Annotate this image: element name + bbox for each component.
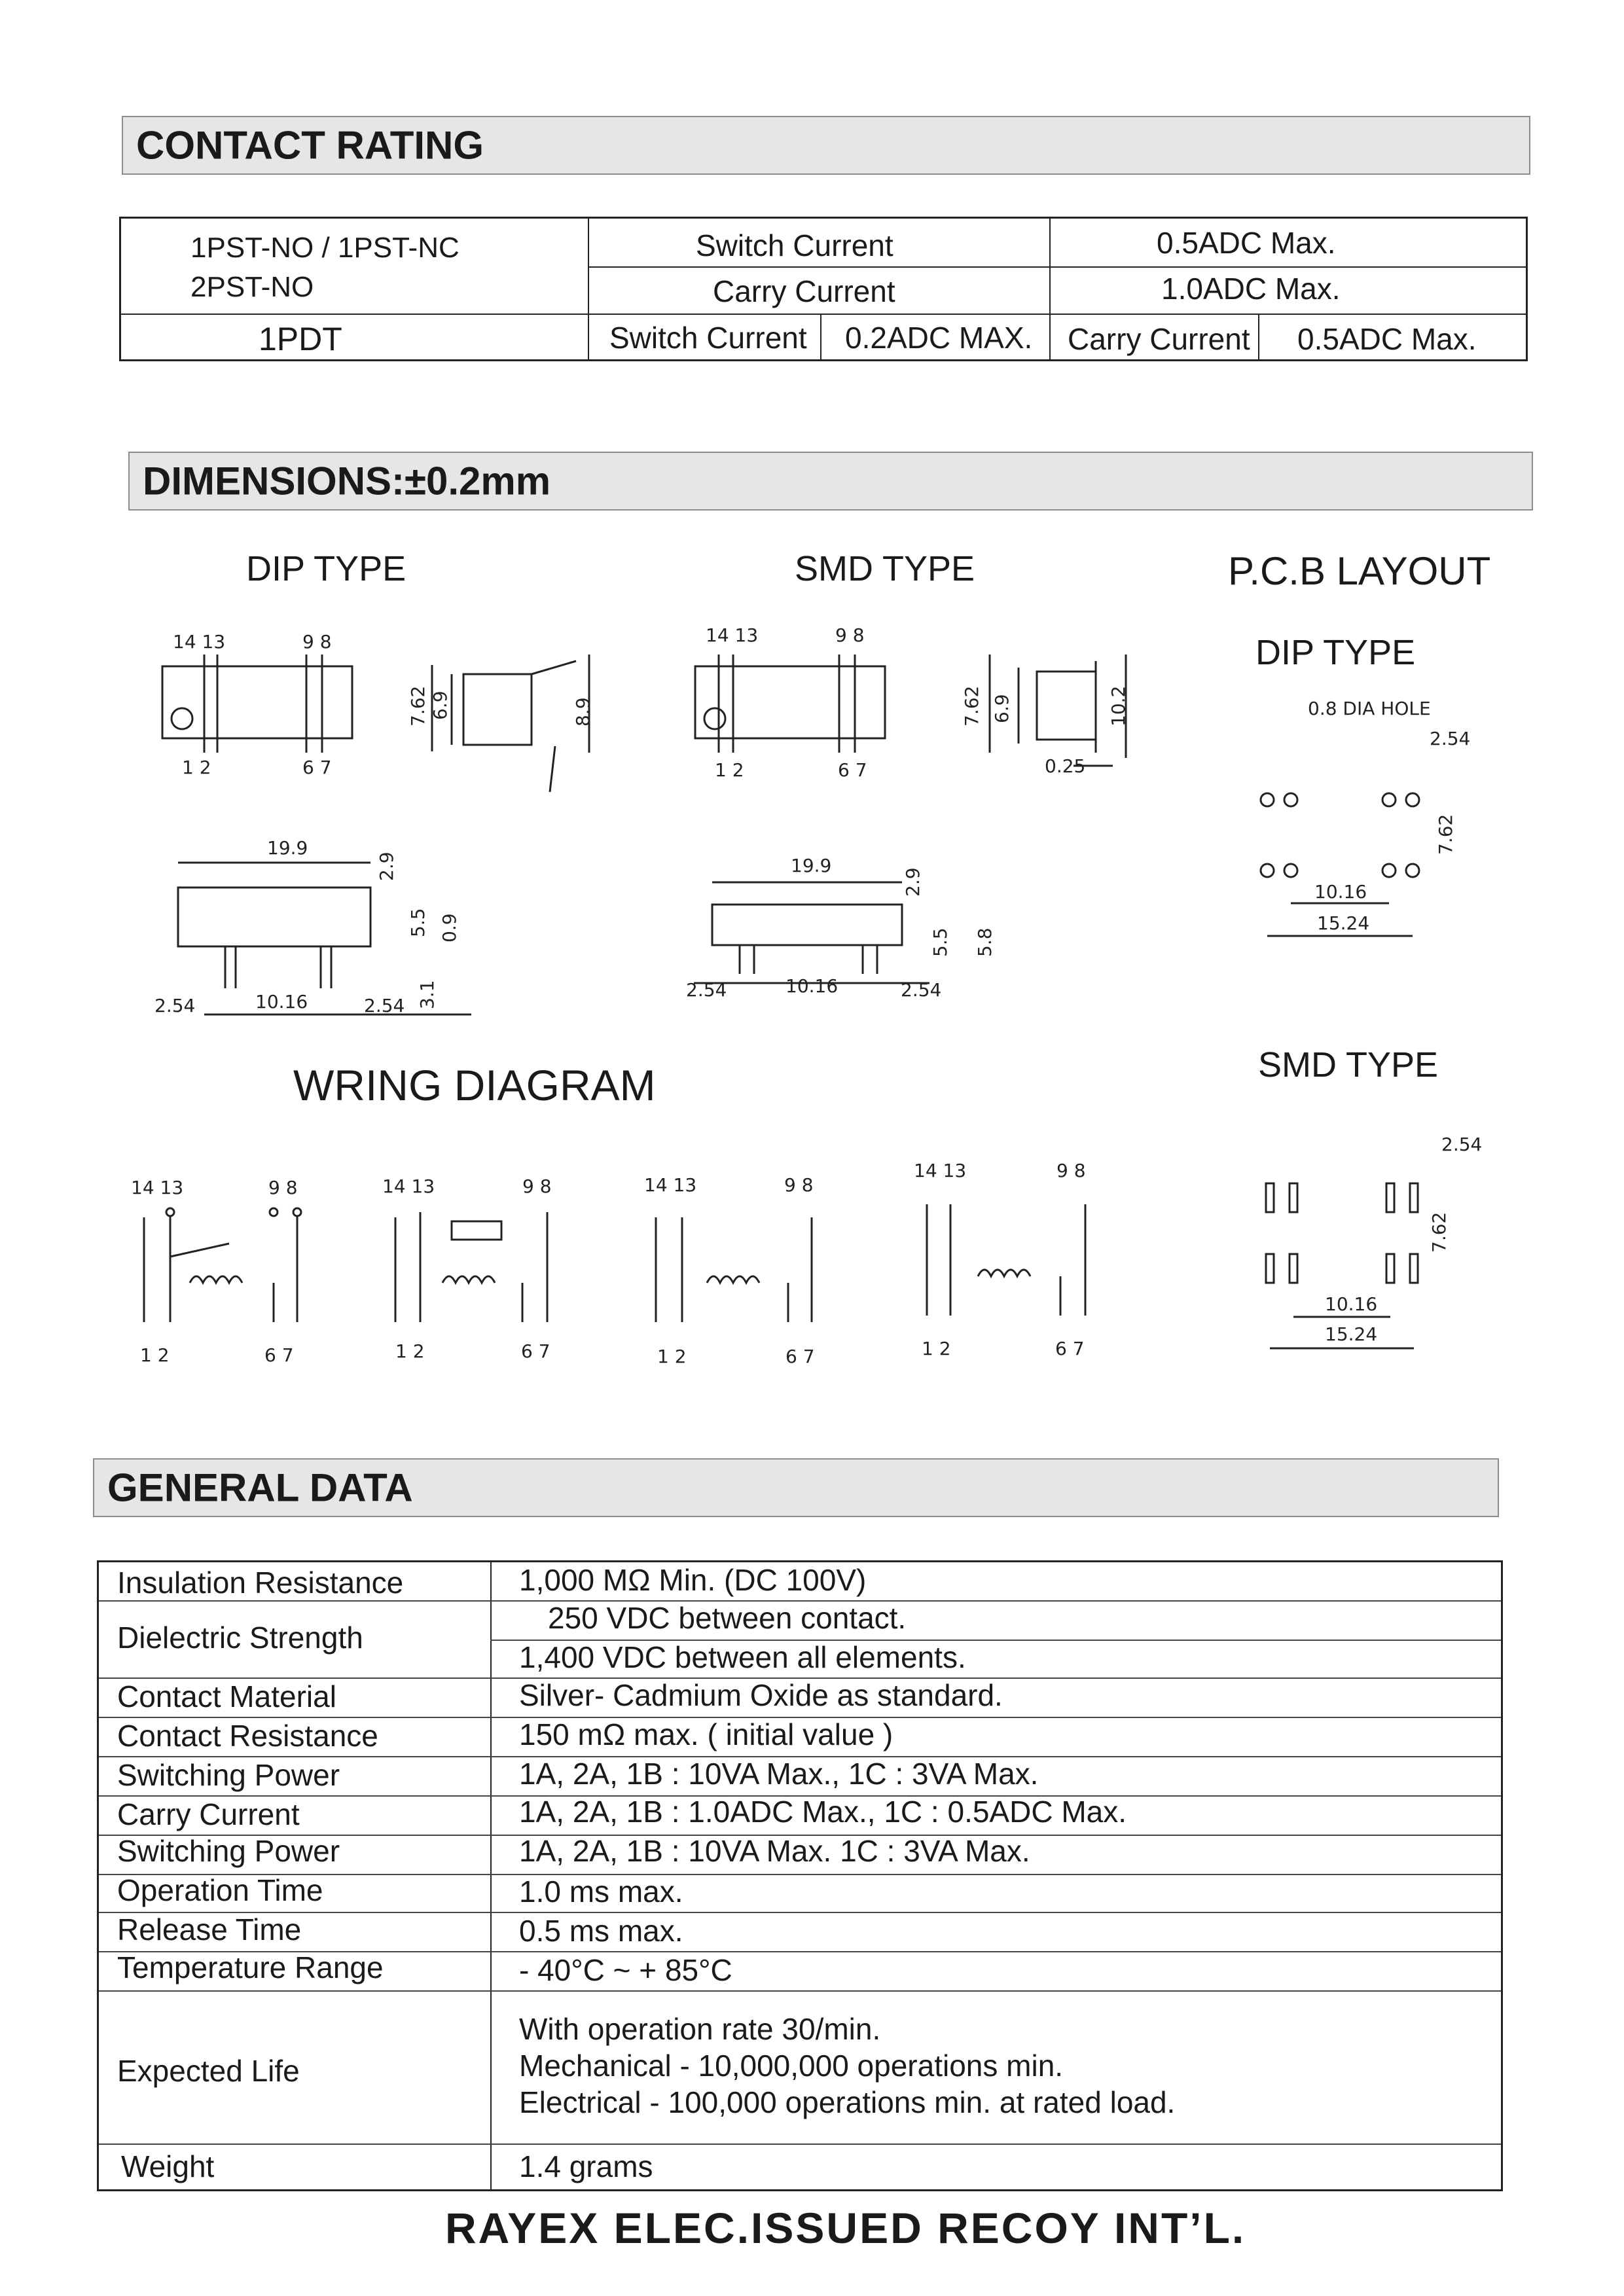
smd-top-view: [695, 624, 885, 781]
svg-text:9 8: 9 8: [268, 1177, 298, 1198]
svg-text:2.54: 2.54: [901, 979, 942, 1001]
row-label: Switching Power: [117, 1834, 340, 1868]
wiring-diagram-1: [131, 1177, 301, 1366]
row-label: Switching Power: [117, 1758, 340, 1792]
type-2pst: 2PST-NO: [190, 271, 314, 303]
type-1pst: 1PST-NO / 1PST-NC: [190, 232, 460, 264]
svg-text:1 2: 1 2: [140, 1344, 170, 1366]
row-label: Carry Current: [117, 1797, 300, 1831]
svg-text:5.5: 5.5: [929, 927, 951, 957]
wiring-diagram-4: [914, 1160, 1086, 1359]
row-value: Mechanical - 10,000,000 operations min.: [519, 2049, 1064, 2083]
switch-current-value: 0.5ADC Max.: [1157, 226, 1336, 260]
row-label: Expected Life: [117, 2054, 300, 2088]
row-value: With operation rate 30/min.: [519, 2012, 881, 2046]
svg-text:6 7: 6 7: [838, 759, 867, 781]
svg-text:14 13: 14 13: [706, 624, 759, 646]
svg-text:5.8: 5.8: [974, 927, 996, 957]
pdt-carry-value: 0.5ADC Max.: [1297, 322, 1477, 356]
row-value: 150 mΩ max. ( initial value ): [519, 1717, 893, 1751]
row-label: Temperature Range: [117, 1950, 384, 1984]
svg-text:9 8: 9 8: [835, 624, 865, 646]
svg-text:14 13: 14 13: [644, 1174, 697, 1196]
svg-text:1 2: 1 2: [657, 1346, 687, 1367]
svg-text:10.16: 10.16: [1325, 1293, 1378, 1315]
svg-text:1 2: 1 2: [395, 1340, 425, 1362]
svg-text:10.16: 10.16: [255, 991, 308, 1013]
row-value: 1A, 2A, 1B : 1.0ADC Max., 1C : 0.5ADC Max.: [519, 1795, 1127, 1829]
pcb-smd-layout: [1266, 1134, 1482, 1348]
svg-text:9 8: 9 8: [522, 1175, 552, 1197]
row-value: 1A, 2A, 1B : 10VA Max. 1C : 3VA Max.: [519, 1834, 1030, 1868]
general-data-header: [93, 1458, 1499, 1517]
svg-text:19.9: 19.9: [791, 855, 832, 876]
row-value: Silver- Cadmium Oxide as standard.: [519, 1678, 1003, 1712]
wiring-diagram-3: [644, 1174, 815, 1367]
row-label: Operation Time: [117, 1873, 323, 1907]
svg-text:2.54: 2.54: [1430, 728, 1471, 749]
row-label: Weight: [121, 2149, 215, 2183]
carry-current-value: 1.0ADC Max.: [1161, 272, 1341, 306]
svg-text:14 13: 14 13: [382, 1175, 435, 1197]
row-value: Electrical - 100,000 operations min. at rated load.: [519, 2085, 1176, 2119]
svg-text:1 2: 1 2: [922, 1338, 951, 1359]
svg-text:7.62: 7.62: [1435, 814, 1456, 855]
footer-company: RAYEX ELEC.ISSUED RECOY INT’L.: [445, 2204, 1246, 2252]
row-value: 1.4 grams: [519, 2149, 653, 2183]
smd-front-view: [686, 855, 996, 1001]
svg-text:14 13: 14 13: [173, 631, 226, 653]
svg-text:9 8: 9 8: [1056, 1160, 1086, 1181]
svg-text:6 7: 6 7: [1055, 1338, 1085, 1359]
row-label: Release Time: [117, 1912, 302, 1946]
svg-text:7.62: 7.62: [407, 685, 429, 726]
svg-text:7.62: 7.62: [961, 685, 983, 726]
pdt-carry-label: Carry Current: [1068, 322, 1250, 356]
svg-text:10.16: 10.16: [785, 975, 839, 997]
svg-text:6 7: 6 7: [521, 1340, 550, 1362]
svg-text:5.5: 5.5: [407, 908, 429, 937]
switch-current-label: Switch Current: [696, 228, 893, 262]
smd-type-title: SMD TYPE: [795, 549, 975, 588]
row-label: Dielectric Strength: [117, 1621, 363, 1655]
row-label: Contact Resistance: [117, 1719, 378, 1753]
svg-text:15.24: 15.24: [1317, 912, 1370, 934]
row-label: Contact Material: [117, 1679, 336, 1713]
dip-type-title: DIP TYPE: [246, 549, 406, 588]
svg-text:0.25: 0.25: [1045, 755, 1086, 777]
svg-text:0.8 DIA HOLE: 0.8 DIA HOLE: [1308, 698, 1431, 719]
svg-text:8.9: 8.9: [572, 697, 594, 726]
pdt-switch-label: Switch Current: [609, 321, 807, 355]
pdt-switch-value: 0.2ADC MAX.: [845, 321, 1033, 355]
svg-text:19.9: 19.9: [267, 837, 308, 859]
svg-text:2.9: 2.9: [902, 867, 924, 897]
type-1pdt: 1PDT: [259, 321, 342, 357]
wiring-diagram-2: [382, 1175, 552, 1362]
svg-text:1 2: 1 2: [715, 759, 744, 781]
pcb-dip-layout: [1261, 698, 1470, 936]
pcb-layout-title: P.C.B LAYOUT: [1228, 549, 1491, 593]
contact-rating-title: CONTACT RATING: [136, 123, 484, 168]
svg-text:6 7: 6 7: [785, 1346, 815, 1367]
pcb-dip-title: DIP TYPE: [1255, 633, 1416, 672]
svg-text:7.62: 7.62: [1428, 1211, 1450, 1253]
smd-side-view: [961, 655, 1129, 777]
dimensions-title: DIMENSIONS:±0.2mm: [143, 459, 551, 503]
general-data-table: [97, 1560, 1503, 2191]
dip-front-view: [154, 837, 471, 1016]
svg-text:10.2: 10.2: [1108, 685, 1129, 726]
pcb-smd-title: SMD TYPE: [1258, 1045, 1439, 1085]
wiring-diagram-title: WRING DIAGRAM: [293, 1061, 656, 1109]
svg-text:2.54: 2.54: [1441, 1134, 1483, 1155]
svg-text:6.9: 6.9: [429, 691, 451, 720]
svg-text:1 2: 1 2: [182, 757, 211, 778]
carry-current-label: Carry Current: [713, 274, 895, 308]
svg-text:9 8: 9 8: [784, 1174, 814, 1196]
row-value: - 40°C ~ + 85°C: [519, 1953, 732, 1987]
row-value: 250 VDC between contact.: [548, 1601, 907, 1635]
svg-text:0.9: 0.9: [439, 913, 460, 942]
svg-text:6.9: 6.9: [991, 694, 1013, 723]
svg-text:6 7: 6 7: [264, 1344, 294, 1366]
row-value: 1.0 ms max.: [519, 1874, 683, 1909]
row-value: 1A, 2A, 1B : 10VA Max., 1C : 3VA Max.: [519, 1757, 1039, 1791]
svg-text:2.9: 2.9: [376, 852, 397, 881]
row-value: 1,400 VDC between all elements.: [519, 1640, 966, 1674]
svg-text:2.54: 2.54: [686, 979, 727, 1001]
svg-text:2.54: 2.54: [364, 995, 405, 1016]
svg-text:14 13: 14 13: [914, 1160, 967, 1181]
svg-text:9 8: 9 8: [302, 631, 332, 653]
svg-text:14 13: 14 13: [131, 1177, 184, 1198]
svg-text:3.1: 3.1: [416, 980, 438, 1009]
svg-text:6 7: 6 7: [302, 757, 332, 778]
row-label: Insulation Resistance: [117, 1566, 404, 1600]
general-data-title: GENERAL DATA: [107, 1465, 413, 1510]
svg-text:10.16: 10.16: [1314, 881, 1367, 903]
svg-text:15.24: 15.24: [1325, 1323, 1378, 1345]
row-value: 1,000 MΩ Min. (DC 100V): [519, 1563, 867, 1597]
dip-top-view: [162, 631, 352, 778]
svg-text:2.54: 2.54: [154, 995, 196, 1016]
dip-side-view: [407, 655, 594, 792]
row-value: 0.5 ms max.: [519, 1914, 683, 1948]
